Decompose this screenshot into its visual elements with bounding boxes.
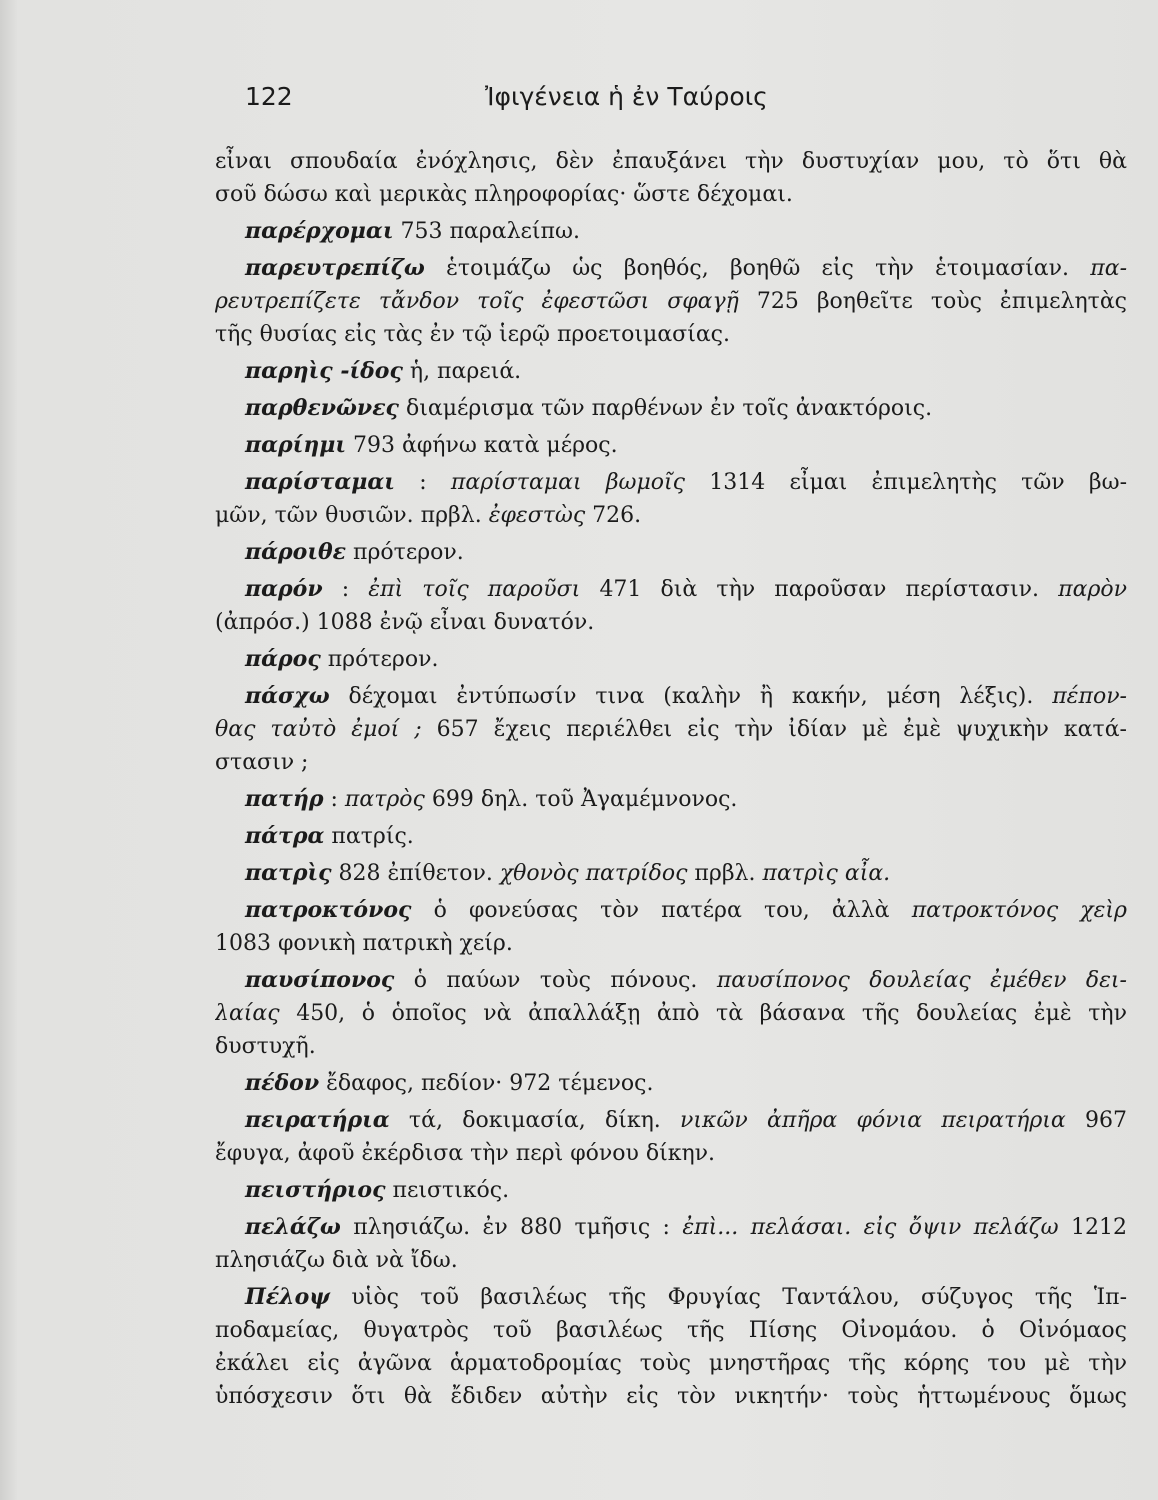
definition-text: 471 διὰ τὴν παροῦσαν περίστασιν. [580, 577, 1059, 602]
definition-text: μῶν, τῶν θυσιῶν. πρβλ. [215, 503, 489, 528]
quotation: ἐφεστὼς [488, 503, 586, 528]
text-line [215, 927, 1127, 960]
text-line [215, 894, 1127, 927]
headword: πειστήριος [245, 1177, 386, 1203]
quotation: παυσίπονος δουλείας ἐμέθεν δει- [716, 968, 1127, 993]
definition-text: ἡ, παρειά. [402, 359, 522, 384]
text-line [215, 783, 1127, 816]
definition-text: τῆς θυσίας εἰς τὰς ἐν τῷ ἱερῷ προετοιμασίας. [215, 322, 730, 347]
text-line [215, 429, 1127, 462]
quotation: παρίσταμαι βωμοῖς [450, 470, 685, 495]
text-line [215, 318, 1127, 351]
definition-text: ἔδαφος, πεδίον· 972 τέμενος. [319, 1071, 654, 1096]
headword: πάσχω [245, 683, 330, 709]
definition-text: 1083 φονικὴ πατρικὴ χείρ. [215, 931, 513, 956]
quotation: παρὸν [1058, 577, 1127, 602]
quotation: ρευτρεπίζετε τἄνδον τοῖς ἐφεστῶσι σφαγῇ [215, 289, 739, 314]
definition-text: ἑτοιμάζω ὡς βοηθός, βοηθῶ εἰς τὴν ἑτοιμασίαν. [424, 256, 1091, 281]
text-line [215, 1314, 1127, 1347]
text-line [215, 215, 1127, 248]
definition-text: πλησιάζω διὰ νὰ ἴδω. [215, 1248, 458, 1273]
definition-text: σοῦ δώσω καὶ μερικὰς πληροφορίας· ὥστε δέχομαι. [215, 182, 793, 207]
definition-text: ἔφυγα, ἀφοῦ ἐκέρδισα τὴν περὶ φόνου δίκην. [215, 1141, 716, 1166]
definition-text: υἱὸς τοῦ βασιλέως τῆς Φρυγίας Ταντάλου, σύζυγος τῆς Ἱπ- [329, 1285, 1127, 1310]
definition-text: πρότερον. [320, 647, 439, 672]
text-line [215, 145, 1127, 178]
text-line [215, 1211, 1127, 1244]
headword: πατήρ [245, 786, 324, 812]
definition-text: στασιν ; [215, 750, 309, 775]
headword: πέδον [245, 1070, 320, 1096]
quotation: λαίας [215, 1001, 280, 1026]
text-line [215, 1104, 1127, 1137]
headword: παρίσταμαι [245, 469, 395, 495]
definition-text: ποδαμείας, θυγατρὸς τοῦ βασιλέως τῆς Πίσης Οἰνομάου. ὁ Οἰνόμαος [215, 1318, 1127, 1343]
page-header [245, 82, 830, 122]
text-line [215, 466, 1127, 499]
headword: πάρος [245, 646, 321, 672]
quotation: πατρὸς [344, 787, 425, 812]
definition-text: : [394, 470, 451, 495]
headword: πειρατήρια [245, 1107, 390, 1133]
definition-text: πατρίς. [324, 824, 414, 849]
definition-text: : [322, 577, 369, 602]
text-line [215, 1281, 1127, 1314]
running-title: Ἰφιγένεια ἡ ἐν Ταύροις [485, 82, 768, 111]
headword: παρόν [245, 576, 323, 602]
text-line [215, 820, 1127, 853]
definition-text: πειστικός. [385, 1178, 510, 1203]
text-line [215, 499, 1127, 532]
headword: πατρὶς [245, 860, 332, 886]
page-number: 122 [245, 82, 293, 111]
text-line [215, 746, 1127, 779]
quotation: θας ταὐτὸ ἐμοί ; [215, 717, 422, 742]
headword: πατροκτόνος [245, 897, 412, 923]
headword: πάροιθε [245, 539, 347, 565]
glossary-text [215, 145, 1127, 1413]
text-line [215, 573, 1127, 606]
text-line [215, 285, 1127, 318]
text-line [215, 680, 1127, 713]
headword: παρθενῶνες [245, 395, 399, 421]
headword: πάτρα [245, 823, 325, 849]
definition-text: 793 ἀφήνω κατὰ μέρος. [346, 433, 618, 458]
text-line [215, 536, 1127, 569]
definition-text: ἐκάλει εἰς ἀγῶνα ἁρματοδρομίας τοὺς μνηστῆρας τῆς κόρης του μὲ τὴν [215, 1351, 1127, 1376]
definition-text: ὁ φονεύσας τὸν πατέρα του, ἀλλὰ [411, 898, 912, 923]
definition-text: διαμέρισμα τῶν παρθένων ἐν τοῖς ἀνακτόροις. [398, 396, 933, 421]
quotation: ἐπὶ... πελάσαι. εἰς ὄψιν πελάζω [682, 1215, 1059, 1240]
definition-text: τά, δοκιμασία, δίκη. [389, 1108, 681, 1133]
definition-text: 1314 εἶμαι ἐπιμελητὴς τῶν βω- [684, 470, 1127, 495]
text-line [215, 1244, 1127, 1277]
definition-text: εἶναι σπουδαία ἐνόχλησις, δὲν ἐπαυξάνει τὴν δυστυχίαν μου, τὸ ὅτι θὰ [215, 149, 1127, 174]
text-line [215, 1380, 1127, 1413]
definition-text: 967 [1065, 1108, 1127, 1133]
headword: παρευτρεπίζω [245, 255, 425, 281]
quotation: ἐπὶ τοῖς παροῦσι [368, 577, 581, 602]
text-line [215, 1030, 1127, 1063]
text-line [215, 713, 1127, 746]
quotation: πατρὶς αἶα. [762, 861, 891, 886]
headword: Πέλοψ [245, 1284, 330, 1310]
definition-text: δυστυχῆ. [215, 1034, 316, 1059]
definition-text: πρβλ. [687, 861, 763, 886]
definition-text: δέχομαι ἐντύπωσίν τινα (καλὴν ἢ κακήν, μέση λέξις). [329, 684, 1053, 709]
definition-text: ὁ παύων τοὺς πόνους. [394, 968, 717, 993]
definition-text: : [323, 787, 345, 812]
quotation: πα- [1090, 256, 1127, 281]
text-line [215, 392, 1127, 425]
quotation: πέπον- [1052, 684, 1127, 709]
definition-text: 699 δηλ. τοῦ Ἀγαμέμνονος. [424, 787, 738, 812]
quotation: πατροκτόνος χεὶρ [911, 898, 1127, 923]
headword: πελάζω [245, 1214, 341, 1240]
definition-text: (ἀπρόσ.) 1088 ἐνῷ εἶναι δυνατόν. [215, 610, 595, 635]
quotation: χθονὸς πατρίδος [499, 861, 688, 886]
text-line [215, 643, 1127, 676]
text-line [215, 857, 1127, 890]
text-line [215, 606, 1127, 639]
definition-text: 726. [585, 503, 642, 528]
definition-text: 450, ὁ ὁποῖος νὰ ἀπαλλάξῃ ἀπὸ τὰ βάσανα τῆς δουλείας ἐμὲ τὴν [279, 1001, 1127, 1026]
definition-text: πλησιάζω. ἐν 880 τμῆσις : [340, 1215, 683, 1240]
headword: παρίημι [245, 432, 347, 458]
headword: παρηὶς -ίδος [245, 358, 403, 384]
definition-text: 828 ἐπίθετον. [331, 861, 500, 886]
definition-text: ὑπόσχεσιν ὅτι θὰ ἔδιδεν αὐτὴν εἰς τὸν νικητήν· τοὺς ἡττωμένους ὅμως [215, 1384, 1127, 1409]
text-line [215, 1174, 1127, 1207]
text-line [215, 964, 1127, 997]
text-line [215, 178, 1127, 211]
definition-text: πρότερον. [346, 540, 464, 565]
text-line [215, 252, 1127, 285]
definition-text: 725 βοηθεῖτε τοὺς ἐπιμελητὰς [738, 289, 1127, 314]
quotation: νικῶν ἀπῆρα φόνια πειρατήρια [680, 1108, 1066, 1133]
text-line [215, 355, 1127, 388]
headword: παυσίπονος [245, 967, 395, 993]
definition-text: 753 παραλείπω. [393, 219, 580, 244]
headword: παρέρχομαι [245, 218, 394, 244]
text-line [215, 997, 1127, 1030]
text-line [215, 1137, 1127, 1170]
text-line [215, 1347, 1127, 1380]
definition-text: 657 ἔχεις περιέλθει εἰς τὴν ἰδίαν μὲ ἐμὲ ψυχικὴν κατά- [421, 717, 1127, 742]
definition-text: 1212 [1058, 1215, 1127, 1240]
text-line [215, 1067, 1127, 1100]
